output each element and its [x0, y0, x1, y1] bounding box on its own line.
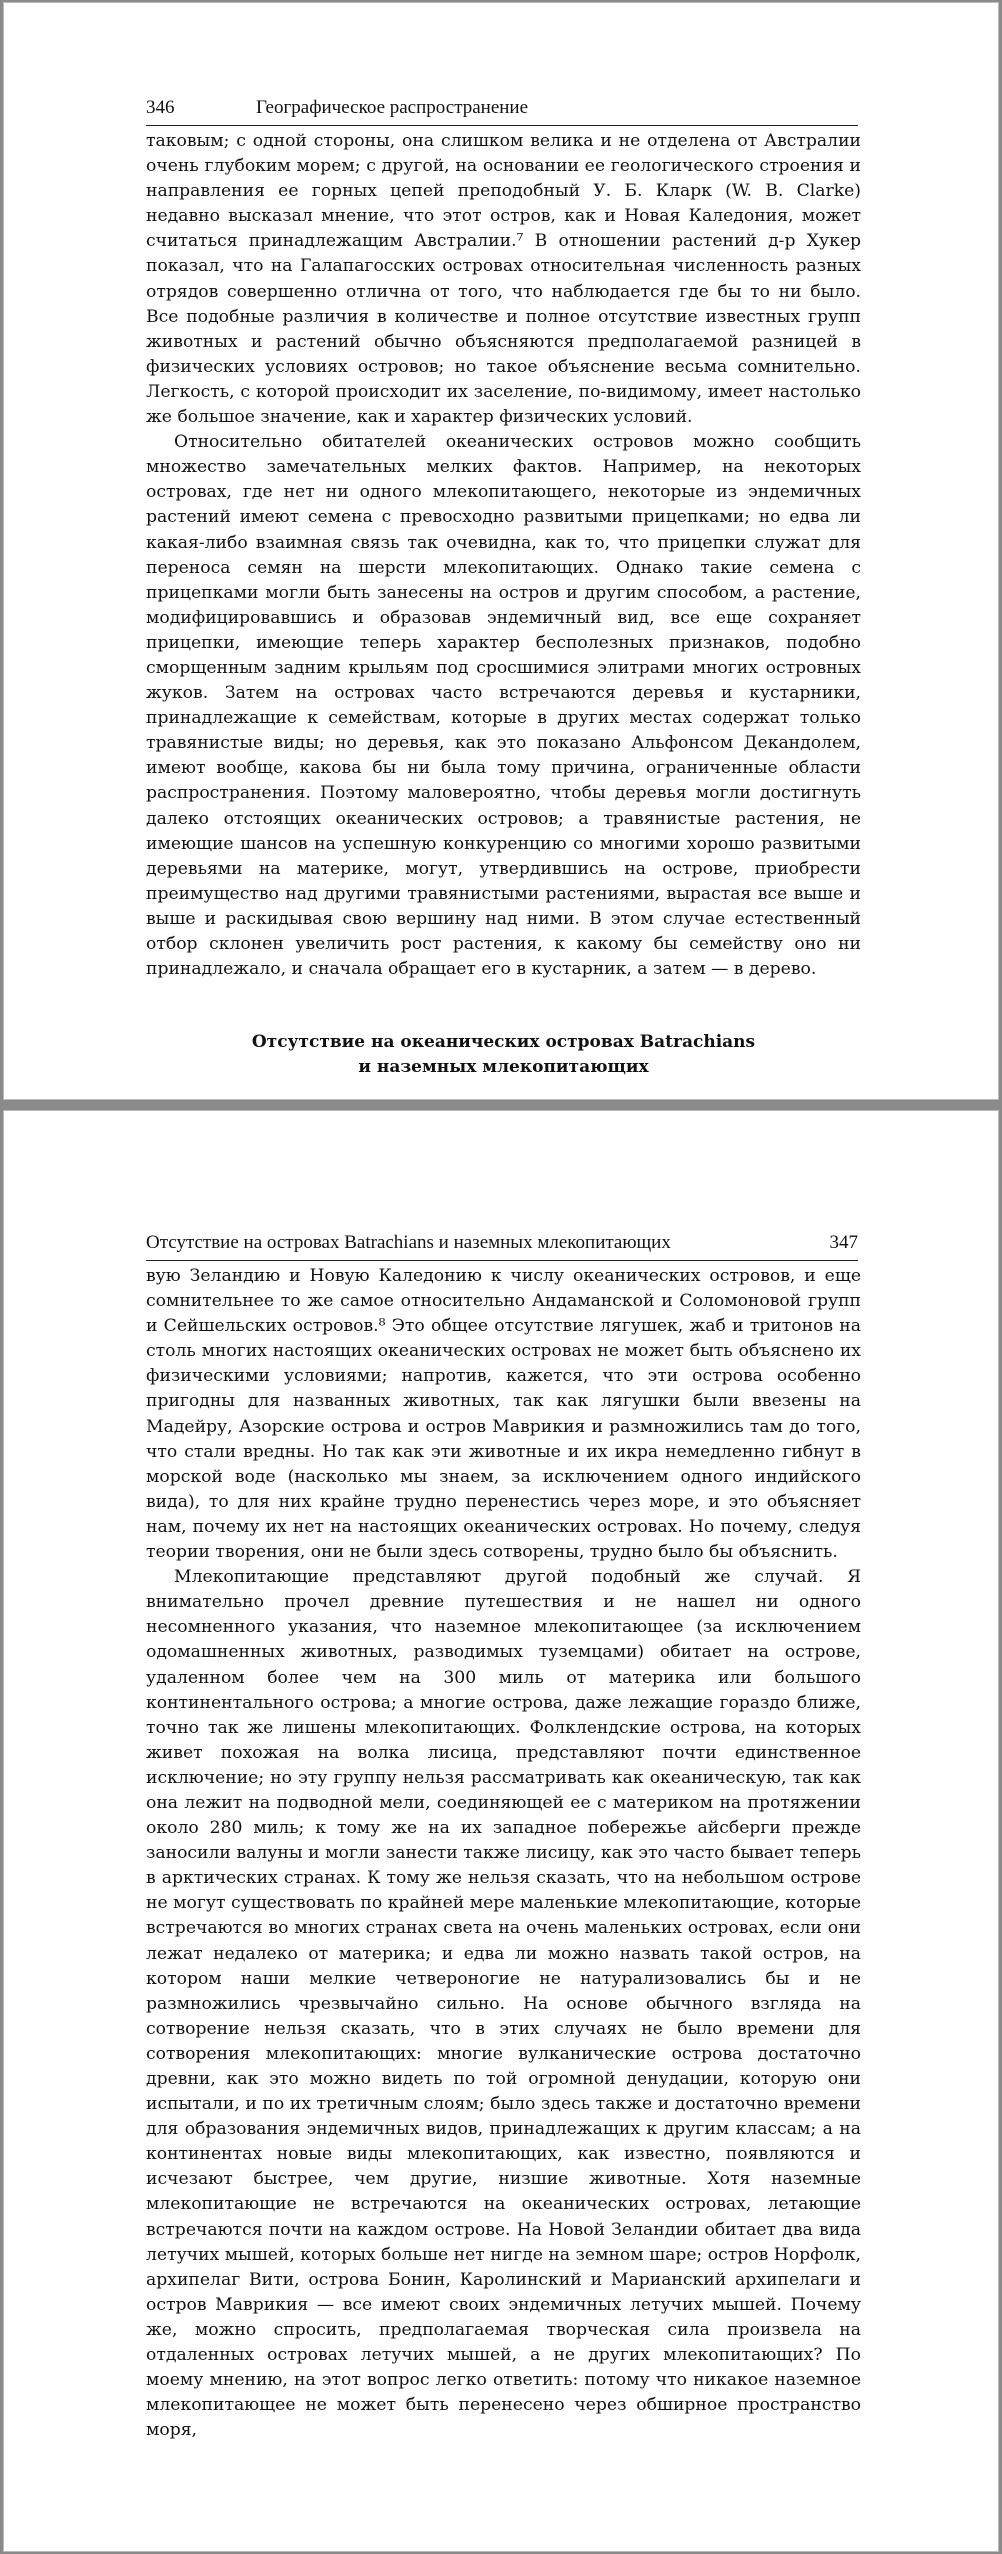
- paragraph: Млекопитающие представляют другой подобный же случай. Я внимательно прочел древние путешествия и не нашел ни одного несомненного указания, что наземное млекопитающее (за исключением одомашненных животных, разводимых туземцами) обитает на острове, удаленном более чем на 300 миль от материка или большого континентального острова; а многие острова, даже лежащие гораздо ближе, точно так же лишены млекопитающих. Фолклендские острова, на которых живет похожая на волка лисица, представляют почти единственное исключение; но эту группу нельзя рассматривать как океаническую, так как она лежит на подводной мели, соединяющей ее с материком на протяжении около 280 миль; к тому же на их западное побережье айсберги прежде заносили валуны и могли занести также лисицу, как это часто бывает теперь в арктических странах. К тому же нельзя сказать, что на небольшом острове не могут существовать по крайней мере маленькие млекопитающие, которые встречаются во многих странах света на очень маленьких островах, если они лежат недалеко от материка; и едва ли можно назвать такой остров, на котором наши мелкие четвероногие не натурализовались бы и не размножились чрезвычайно сильно. На основе обычного взгляда на сотворение нельзя сказать, что в этих случаях не было времени для сотворения млекопитающих: многие вулканические острова достаточно древни, как это можно видеть по той огромной денудации, которую они испытали, и по их третичным слоям; было здесь также и достаточно времени для образования эндемичных видов, принадлежащих к другим классам; а на континентах новые виды млекопитающих, как известно, появляются и исчезают быстрее, чем другие, низшие животные. Хотя наземные млекопитающие не встречаются на океанических островах, летающие встречаются почти на каждом острове. На Новой Зеландии обитает два вида летучих мышей, которых больше нет нигде на земном шаре; остров Норфолк, архипелаг Вити, острова Бонин, Каролинский и Марианский архипелаги и остров Маврикия — все имеют своих эндемичных летучих мышей. Почему же, можно спросить, предполагаемая творческая сила произвела на отдаленных островах летучих мышей, а не других млекопитающих? По моему мнению, на этот вопрос легко ответить: потому что никакое наземное млекопитающее не может быть перенесено через обширное пространство моря,: [146, 1567, 861, 2441]
- page-number: 347: [829, 1232, 858, 1253]
- body-text: [146, 129, 861, 1100]
- section-heading: [146, 1030, 861, 1080]
- running-title: Географическое распространение: [256, 97, 529, 118]
- running-header: [146, 1226, 858, 1261]
- running-title: Отсутствие на островах Batrachians и наземных млекопитающих: [146, 1232, 671, 1253]
- body-text: [146, 1264, 861, 2443]
- section-heading-line: Отсутствие на океанических островах Batrachians: [251, 1032, 756, 1053]
- page-number: 346: [146, 97, 175, 118]
- paragraph: таковым; с одной стороны, она слишком велика и не отделена от Австралии очень глубоким морем; с другой, на основании ее геологического строения и направления ее горных цепей преподобный У. Б. Кларк (W. B. Clarke) недавно высказал мнение, что этот остров, как и Новая Каледония, может считаться принадлежащим Австралии.⁷ В отношении растений д-р Хукер показал, что на Галапагосских островах относительная численность разных отрядов совершенно отлична от того, что наблюдается где бы то ни было. Все подобные различия в количестве и полное отсутствие известных групп животных и растений обычно объясняются предполагаемой разницей в физических условиях островов; но такое объяснение весьма сомнительно. Легкость, с которой происходит их заселение, по-видимому, имеет настолько же большое значение, как и характер физических условий.: [146, 131, 861, 428]
- page-347: [3, 1110, 999, 2552]
- section-heading-line: и наземных млекопитающих: [358, 1057, 649, 1078]
- running-header: [146, 91, 858, 126]
- page-346: [3, 2, 999, 1100]
- paragraph: Относительно обитателей океанических островов можно сообщить множество замечательных мелких фактов. Например, на некоторых островах, где нет ни одного млекопитающего, некоторые из эндемичных растений имеют семена с превосходно развитыми прицепками; но едва ли какая-либо взаимная связь так очевидна, как то, что прицепки служат для переноса семян на шерсти млекопитающих. Однако такие семена с прицепками могли быть занесены на остров и другим способом, а растение, модифицировавшись и образовав эндемичный вид, все еще сохраняет прицепки, имеющие теперь характер бесполезных признаков, подобно сморщенным задним крыльям под сросшимися элитрами многих островных жуков. Затем на островах часто встречаются деревья и кустарники, принадлежащие к семействам, которые в других местах содержат только травянистые виды; но деревья, как это показано Альфонсом Декандолем, имеют вообще, какова бы ни была тому причина, ограниченные области распространения. Поэтому маловероятно, чтобы деревья могли достигнуть далеко отстоящих океанических островов; а травянистые растения, не имеющие шансов на успешную конкуренцию со многими хорошо развитыми деревьями на материке, могут, утвердившись на острове, приобрести преимущество над другими травянистыми растениями, вырастая все выше и выше и раскидывая свою вершину над ними. В этом случае естественный отбор склонен увеличить рост растения, к какому бы семейству оно ни принадлежало, и сначала обращает его в кустарник, а затем — в дерево.: [146, 432, 861, 980]
- paragraph: вую Зеландию и Новую Каледонию к числу океанических островов, и еще сомнительнее то же самое относительно Андаманской и Соломоновой групп и Сейшельских островов.⁸ Это общее отсутствие лягушек, жаб и тритонов на столь многих настоящих океанических островах не может быть объяснено их физическими условиями; напротив, кажется, что эти острова особенно пригодны для названных животных, так как лягушки были ввезены на Мадейру, Азорские острова и остров Маврикия и размножились там до того, что стали вредны. Но так как эти животные и их икра немедленно гибнут в морской воде (насколько мы знаем, за исключением одного индийского вида), то для них крайне трудно перенестись через море, и это объясняет нам, почему их нет на настоящих океанических островах. Но почему, следуя теории творения, они не были здесь сотворены, трудно было бы объяснить.: [146, 1266, 861, 1563]
